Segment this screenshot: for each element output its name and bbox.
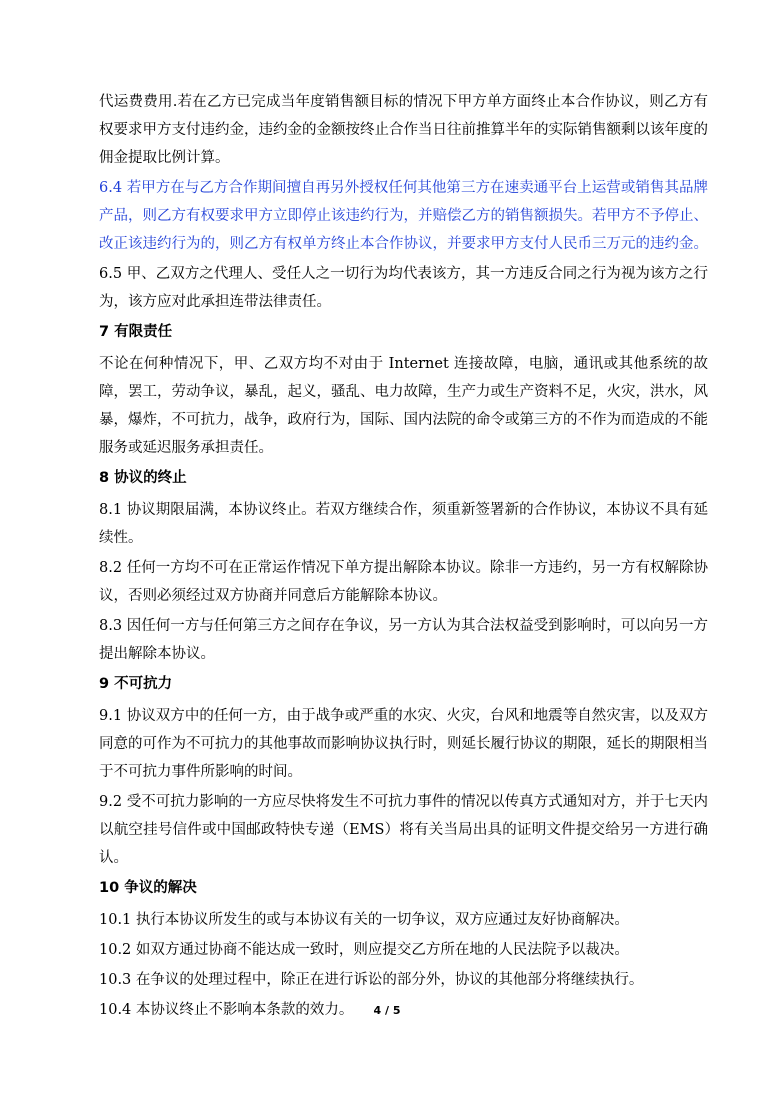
paragraph-10-2: 10.2 如双方通过协商不能达成一致时，则应提交乙方所在地的人民法院予以裁决。 <box>99 942 629 958</box>
paragraph-8-1: 8.1 协议期限届满，本协议终止。若双方继续合作，须重新签署新的合作协议，本协议不具有延续性。 <box>99 502 708 546</box>
paragraph-10-4: 10.4 本协议终止不影响本条款的效力。 <box>99 1002 354 1018</box>
paragraph-6-5: 6.5 甲、乙双方之代理人、受任人之一切行为均代表该方，其一方违反合同之行为视为该方之行为，该方应对此承担连带法律责任。 <box>99 266 708 310</box>
paragraph-6-3-continued: 代运费费用.若在乙方已完成当年度销售额目标的情况下甲方单方面终止本合作协议，则乙方有权要求甲方支付违约金，违约金的金额按终止合作当日往前推算半年的实际销售额剩以该年度的佣金提取比例计算。 <box>99 94 708 166</box>
paragraph-10-1: 10.1 执行本协议所发生的或与本协议有关的一切争议，双方应通过友好协商解决。 <box>99 912 629 928</box>
paragraph-8-3: 8.3 因任何一方与任何第三方之间存在争议，另一方认为其合法权益受到影响时，可以向另一方提出解除本协议。 <box>99 618 708 662</box>
paragraph-7-body: 不论在何种情况下，甲、乙双方均不对由于 Internet 连接故障，电脑，通讯或其他系统的故障，罢工，劳动争议，暴乱，起义，骚乱、电力故障，生产力或生产资料不足，火灾，洪水，风暴，爆炸，不可抗力，战争，政府行为，国际、国内法院的命令或第三方的不作为而造成的不能服务或延迟服务承担责任。 <box>99 356 708 456</box>
section-heading-8: 8 协议的终止 <box>99 470 187 486</box>
document-body <box>99 88 708 1026</box>
paragraph-6-4: 6.4 若甲方在与乙方合作期间擅自再另外授权任何其他第三方在速卖通平台上运营或销售其品牌产品，则乙方有权要求甲方立即停止该违约行为，并赔偿乙方的销售额损失。若甲方不予停止、改正该违约行为的，则乙方有权单方终止本合作协议，并要求甲方支付人民币三万元的违约金。 <box>99 180 708 252</box>
paragraph-10-3: 10.3 在争议的处理过程中，除正在进行诉讼的部分外，协议的其他部分将继续执行。 <box>99 972 644 988</box>
paragraph-9-1: 9.1 协议双方中的任何一方，由于战争或严重的水灾、火灾，台风和地震等自然灾害，以及双方同意的可作为不可抗力的其他事故而影响协议执行时，则延长履行协议的期限，延长的期限相当于不可抗力事件所影响的时间。 <box>99 708 708 780</box>
page-number: 4 / 5 <box>373 1004 401 1017</box>
section-heading-9: 9 不可抗力 <box>99 676 173 692</box>
paragraph-9-2: 9.2 受不可抗力影响的一方应尽快将发生不可抗力事件的情况以传真方式通知对方，并于七天内以航空挂号信件或中国邮政特快专递（EMS）将有关当局出具的证明文件提交给另一方进行确认。 <box>99 794 708 866</box>
paragraph-8-2: 8.2 任何一方均不可在正常运作情况下单方提出解除本协议。除非一方违约，另一方有权解除协议，否则必须经过双方协商并同意后方能解除本协议。 <box>99 560 708 604</box>
section-heading-7: 7 有限责任 <box>99 324 173 340</box>
section-heading-10: 10 争议的解决 <box>99 880 197 896</box>
